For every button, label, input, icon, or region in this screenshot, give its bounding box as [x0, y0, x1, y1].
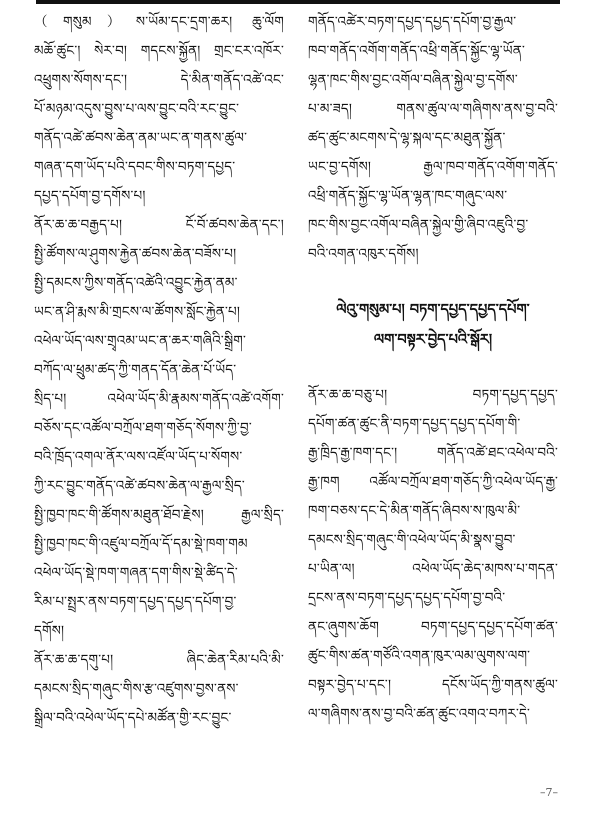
text-line: སྤྱི་ཁྱབ་ཁང་གི་འཛུལ་བཀྲོལ་དོ་དམ་སྡེ་ཁག་གམ — [34, 536, 248, 552]
text-line: （གསུམ）ས་ཡོམ་དང་དྲག་ཆར། ཆུ་ལོག — [34, 14, 284, 30]
text-line: ཁབ་གནོད་འགོག་གནོད་འཕྲི་གནོད་སྐྱོང་ལྷ་ཡོན་ — [308, 43, 526, 59]
text-line: སྤྱི་དམངས་ཀྱིས་གནོད་འཚེའི་འབྱུང་རྐྱེན་ནམ་ — [34, 275, 238, 291]
text-line: རྒྱ་ཁྲིད་རྒྱ་ཁག་དང་། གནོད་འཚེ་ཐང་འཕེལ་བའི་ — [308, 445, 558, 461]
text-line: བསྟར་བྱེད་པ་དང་། དངོས་ཡོད་ཀྱི་གནས་ཚུལ་ — [308, 677, 558, 693]
right-text-block-bottom — [308, 381, 558, 729]
text-line: འཕྲུགས་སོགས་དང་། དེ་མིན་གནོད་འཚེ་འང་ — [34, 72, 284, 88]
text-line: ཁང་གིས་བྱང་འགོལ་བཞིན་སྐྱེལ་གྱི་ཞིབ་འཇུའི་བྱ་ — [308, 217, 529, 233]
text-line: རིམ་པ་སྤྲར་ནས་བཏག་དཔྱད་དཔྱད་དཔོག་བྱ་ — [34, 594, 237, 610]
text-line: དམངས་སྲིད་གཞུང་གི་འཕེལ་ཡོད་མི་སྣས་བྱུབ་ — [308, 532, 516, 548]
text-line: ཀྱི་རང་བྱུང་གནོད་འཚེ་ཚབས་ཆེན་ལ་རྒྱལ་སྲིད་ — [34, 478, 245, 494]
section-gap — [308, 269, 558, 295]
text-line: ཚུང་གིས་ཚན་གཙོའི་འགན་ཁུར་ལམ་ལུགས་ལག་ — [308, 648, 531, 664]
text-line: འཕེལ་ཡོད་ལས་གྲྭའམ་ཡང་ན་ཆར་གཞིའི་སྒྲིག་ — [34, 333, 247, 349]
text-line: ནང་ཞུགས་ཆོག བཏག་དཔྱད་དཔྱད་དཔོག་ཚན་ — [308, 619, 558, 635]
section-gap — [308, 355, 558, 381]
text-line: པ་མ་ཟད། གནས་ཚུལ་ལ་གཞིགས་ནས་བྱ་བའི་ — [308, 101, 558, 117]
section-heading-line-1: ལེའུ་གསུམ་པ། བཏག་དཔྱད་དཔྱད་དཔོག་ — [336, 302, 530, 318]
text-line: དམངས་སྲིད་གཞུང་གིས་རྩ་འཛུགས་བྱས་ནས་ — [34, 681, 239, 697]
text-line: དྲངས་ནས་བཏག་དཔྱད་དཔྱད་དཔོག་བྱ་བའི་ — [308, 590, 506, 606]
text-line: ཚད་ཚུང་མངགས་དེ་ལྷ་སྐལ་དང་མཐུན་སྐྱོན་ — [308, 130, 506, 146]
text-line: དཔོག་ཚན་ཚུང་ནི་བཏག་དཔྱད་དཔྱད་དཔོག་གི་ — [308, 416, 521, 432]
text-line: ནོར་ཆ་ཆ་བཅུ་པ། བཏག་དཔྱད་དཔྱད་ — [308, 387, 558, 403]
text-line: གནོད་འཚེ་ཚབས་ཆེན་ནམ་ཡང་ན་གནས་ཚུལ་ — [34, 130, 248, 146]
text-line: ཡང་བྱ་དགོས། རྒྱལ་ཁབ་གནོད་འགོག་གནོད་ — [308, 159, 558, 175]
text-line: གཞན་དག་ཡོད་པའི་དབང་གིས་བཏག་དཔྱད་ — [34, 159, 236, 175]
section-heading-line-2: ལག་བསྟར་བྱེད་པའི་སྒོར། — [373, 332, 493, 348]
text-line: དཔྱད་དཔོག་བྱ་དགོས་པ། — [34, 188, 146, 204]
left-text-block — [34, 8, 284, 733]
text-line: སྤྱི་ཚོགས་ལ་ཤུགས་རྐྱེན་ཚབས་ཆེན་བཟོས་པ། — [34, 246, 237, 262]
text-line: རྒྱ་ཁག འཚོལ་བཀྲོལ་ཐག་གཅོད་ཀྱི་འཕེལ་ཡོད་རྒྱ་ — [308, 474, 558, 490]
text-line: ཡང་ན་ཤི་རྨས་མི་གྲངས་ལ་ཚོགས་སློང་རྐྱེན་པ། — [34, 304, 241, 320]
right-column — [308, 8, 558, 729]
text-line: པ་ཡིན་ལ། འཕེལ་ཡོད་ཆེད་མཁས་པ་གདན་ — [308, 561, 558, 577]
text-line: བཅོས་དང་འཚོལ་བཀྲོལ་ཐག་གཅོད་སོགས་ཀྱི་བྱ་ — [34, 420, 252, 436]
right-text-block-top — [308, 8, 558, 269]
text-line: བའི་ཁྲོད་འགལ་ནོར་ལས་འཛོལ་ཡོད་པ་སོགས་ — [34, 449, 243, 465]
text-line: གནོད་འཚེར་བཏག་དཔྱད་དཔྱད་དཔོག་བྱ་རྒྱལ་ — [308, 14, 517, 30]
text-line: མཆོ་ཚུང་། སེར་བ། གདངས་སྐྱོན། གྲང་ངར་འཁོར་ — [34, 43, 284, 59]
text-line: ཁག་བཅས་དང་དེ་མིན་གནོད་ཞིབས་ས་ཁུལ་མི་ — [308, 503, 521, 519]
text-line: སྤྱི་ཁྱབ་ཁང་གི་ཚོགས་མཐུན་ཐོབ་རྗེས། རྒྱལ་སྲིད་ — [34, 507, 284, 523]
text-line: བཀོད་ལ་ཕྲུམ་ཚད་ཀྱི་གནད་དོན་ཆེན་པོ་ཡོད་ — [34, 362, 237, 378]
page-number: –7– — [540, 786, 558, 799]
text-line: འཕེལ་ཡོད་སྡེ་ཁག་གཞན་དག་གིས་སྡེ་ཚིད་དེ་ — [34, 565, 238, 581]
text-line: འཕྲི་གནོད་སྐྱོང་ལྷ་ཡོན་ལྷན་ཁང་གཞུང་ལས་ — [308, 188, 508, 204]
left-column — [34, 8, 284, 733]
text-line: ལ་གཞིགས་ནས་བྱ་བའི་ཚན་ཚུང་འགའ་བཀར་དེ་ — [308, 706, 531, 722]
top-rule — [36, 0, 560, 4]
text-line: པོ་མཉམ་འདུས་བྱུས་པ་ལས་བྱུང་བའི་རང་བྱུང་ — [34, 101, 240, 117]
text-line: ནོར་ཆ་ཆ་བརྒྱད་པ། ངོ་བོ་ཚབས་ཆེན་དང་། — [34, 217, 284, 233]
text-line: སྲིད་པ། འཕེལ་ཡོད་མི་རྣམས་གནོད་འཚེ་འགོག་ — [34, 391, 284, 407]
text-line: ལྷན་ཁང་གིས་བྱང་འགོལ་བཞིན་སྐྱེལ་བྱ་དགོས་ — [308, 72, 518, 88]
text-line: དགོས། — [34, 623, 65, 639]
text-line: བའི་འགན་འཁུར་དགོས། — [308, 246, 419, 262]
text-line: སྒྲིལ་བའི་འཕེལ་ཡོད་དཔེ་མཚོན་གྱི་རང་བྱུང་ — [34, 710, 232, 726]
text-line: ནོར་ཆ་ཆ་དགུ་པ། ཞིང་ཆེན་རིམ་པའི་མི་ — [34, 652, 284, 668]
